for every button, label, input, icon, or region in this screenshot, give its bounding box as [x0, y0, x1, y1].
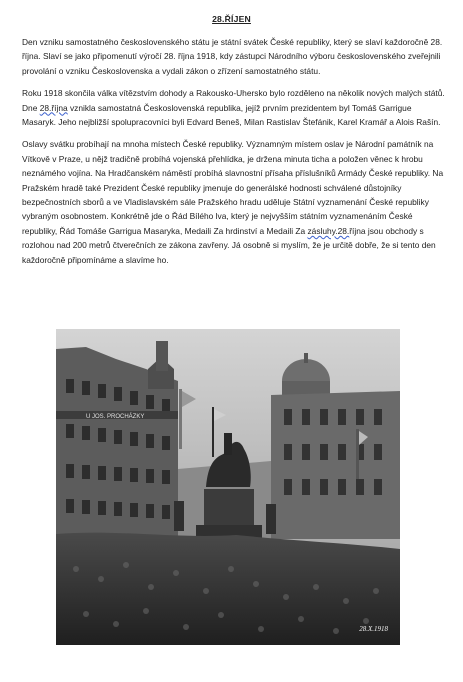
page-title: 28.ŘÍJEN: [212, 14, 251, 24]
paragraph-1: Den vzniku samostatného československého státu je státní svátek České republiky, který se slaví každoročně 28. října. Slaví se jako připomenutí výročí 28. října 1918, kdy zástupci Národního výboru československého zveřejnili provolání o vzniku Československa a vydali zákon o zřízení samostatného státu.: [22, 37, 443, 76]
spellcheck-word: 28.října: [39, 102, 68, 113]
crowd: [56, 533, 400, 645]
photo-date-label: 28.X.1918: [359, 625, 388, 633]
photo-drawing: [56, 329, 400, 645]
spellcheck-word: zásluhy.28.: [307, 225, 350, 236]
paragraph-2: [22, 86, 447, 129]
paragraph-2-text-c: vznikla samostatná Československá republika, jejíž prvním prezidentem byl Tomáš Garrigue Masaryk. Jeho nejbližší spolupracovníci byli Edvard Beneš, Milan Rastislav Štefánik, Karel Kramář a Alois Rašín.: [22, 102, 441, 128]
historical-photo: [56, 329, 400, 645]
building-sign-text: U JOS. PROCHÁZKY: [86, 414, 145, 420]
document-body: [22, 35, 447, 275]
paragraph-3-text-c: října jsou obchody s rozlohou nad 200 metrů čtverečních ze zákona zavřeny. Já osobně si myslím, že je určitě dobře, že si tento den každoročně připomínáme a slavíme ho.: [22, 225, 436, 265]
paragraph-2-text-a: Roku 1918 skončila válka vítězstvím dohody a Rakousko-Uhersko bylo rozděleno na několik nových malých států. Dne: [22, 88, 445, 113]
paragraph-3: [22, 137, 447, 267]
paragraph-3-text-a: Oslavy svátku probíhají na mnoha místech České republiky. Významným místem oslav je Národní památník na Vítkově v Praze, u nějž tradičně probíhá vojenská přehlídka, je držena minuta ticha a položen věnec k hrobu neznámého vojína. Na Hradčanském náměstí probíhá slavnostní přísaha příslušníků Armády České republiky. Na Pražském hradě také Prezident České republiky jmenuje do generálské hodnosti schválené důstojníky bezpečnostních sborů a ve Vladislavském sále Pražského hradu uděluje Státní vyznamenání České republiky vybraným osobnostem. Konkrétně jde o Řád Bílého lva, který je nejvyšším státním vyznamenáním České republiky, Řád Tomáše Garrigua Masaryka, Medaili Za hrdinství a Medaili Za: [22, 139, 444, 236]
